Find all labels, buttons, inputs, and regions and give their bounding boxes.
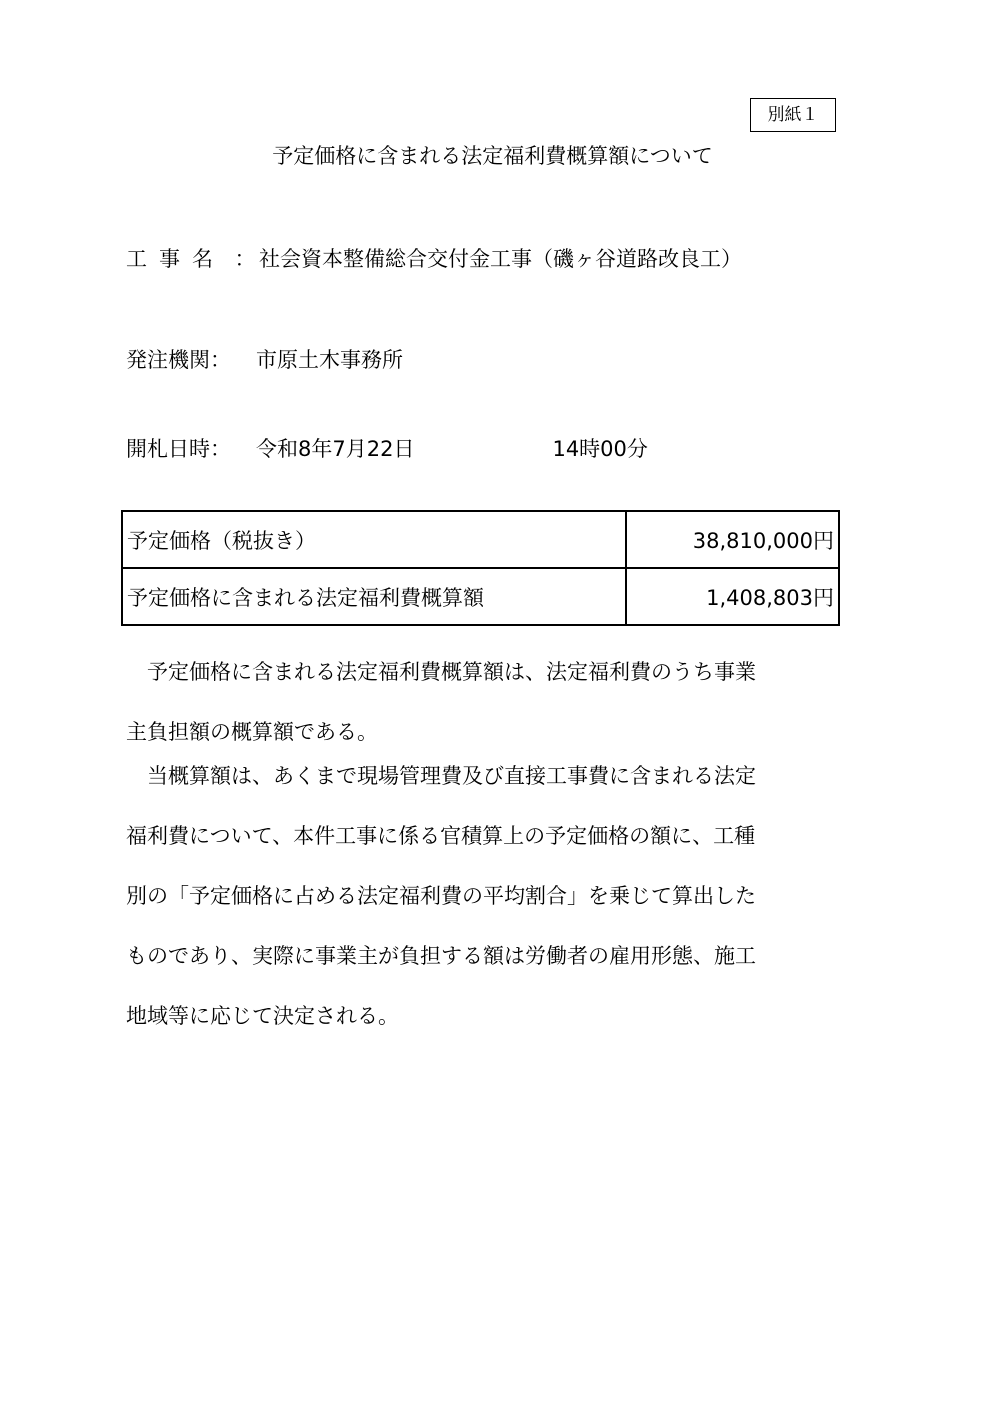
- price-table: [121, 510, 840, 626]
- table-row: [122, 511, 839, 568]
- table-row: [122, 568, 839, 625]
- project-name-value: 社会資本整備総合交付金工事（磯ヶ谷道路改良工）: [259, 247, 742, 271]
- welfare-cost-value: 1,408,803円: [626, 568, 839, 625]
- document-title: 予定価格に含まれる法定福利費概算額について: [272, 144, 713, 168]
- ordering-agency-row: [126, 345, 403, 375]
- explanation-paragraph-1: 予定価格に含まれる法定福利費概算額は、法定福利費のうち事業主負担額の概算額である。: [126, 660, 756, 744]
- planned-price-value: 38,810,000円: [626, 511, 839, 568]
- explanation-paragraph-2: 当概算額は、あくまで現場管理費及び直接工事費に含まれる法定福利費について、本件工事に係る官積算上の予定価格の額に、工種別の「予定価格に占める法定福利費の平均割合」を乗じて算出したものであり、実際に事業主が負担する額は労働者の雇用形態、施工地域等に応じて決定される。: [126, 764, 756, 1028]
- ordering-agency-label: 発注機関：: [126, 348, 231, 372]
- project-name-colon: ：: [234, 247, 256, 271]
- planned-price-label: 予定価格（税抜き）: [122, 511, 626, 568]
- bid-opening-date: 令和8年7月22日: [256, 437, 415, 461]
- project-name-label: 工事名: [126, 247, 225, 271]
- bid-opening-time: 14時00分: [552, 437, 648, 461]
- welfare-cost-label: 予定価格に含まれる法定福利費概算額: [122, 568, 626, 625]
- bid-opening-label: 開札日時：: [126, 437, 231, 461]
- attachment-label: 別紙１: [750, 98, 836, 132]
- project-name-row: [126, 244, 742, 274]
- ordering-agency-value: 市原土木事務所: [256, 348, 403, 372]
- bid-opening-row: [126, 434, 648, 464]
